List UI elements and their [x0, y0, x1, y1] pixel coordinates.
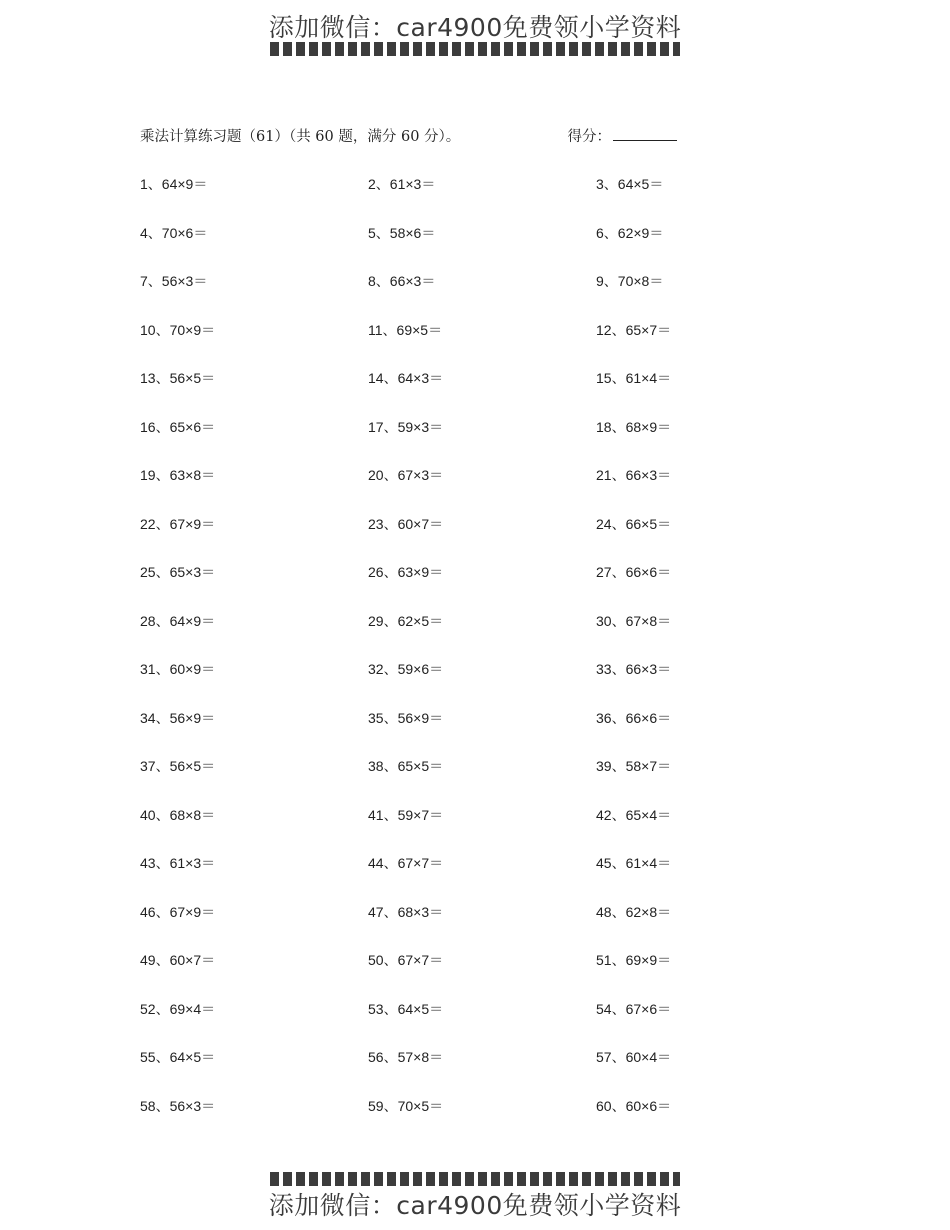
problem-item: 12、65×7＝	[596, 321, 672, 338]
problem-item: 26、63×9＝	[368, 564, 444, 580]
problem-item: 18、68×9＝	[596, 418, 672, 435]
problem-item: 35、56×9＝	[368, 709, 444, 726]
problem-item: 29、62×5＝	[368, 612, 444, 629]
problem-item: 21、66×3＝	[596, 467, 672, 483]
problem-item: 24、66×5＝	[596, 515, 672, 532]
problem-item: 37、56×5＝	[140, 758, 216, 774]
problem-item: 20、67×3＝	[368, 467, 444, 483]
problem-item: 11、69×5＝	[368, 321, 443, 338]
problem-item: 43、61×3＝	[140, 855, 216, 871]
problem-item: 25、65×3＝	[140, 564, 216, 580]
problem-item: 15、61×4＝	[596, 370, 672, 386]
problem-item: 34、56×9＝	[140, 709, 216, 726]
score-label: 得分：	[567, 129, 611, 145]
problem-item: 5、58×6＝	[368, 224, 436, 241]
problem-item: 27、66×6＝	[596, 564, 672, 580]
score-blank	[613, 126, 677, 141]
watermark-bottom: 添加微信：car4900免费领小学资料	[268, 1191, 682, 1220]
problem-item: 51、69×9＝	[596, 952, 672, 968]
problem-item: 46、67×9＝	[140, 903, 216, 920]
problem-item: 54、67×6＝	[596, 1000, 672, 1017]
watermark-top: 添加微信：car4900免费领小学资料	[268, 13, 682, 42]
problem-item: 22、67×9＝	[140, 515, 216, 532]
problem-item: 3、64×5＝	[596, 176, 664, 192]
problem-item: 45、61×4＝	[596, 855, 672, 871]
problem-item: 16、65×6＝	[140, 418, 216, 435]
problem-item: 4、70×6＝	[140, 224, 208, 241]
problem-item: 53、64×5＝	[368, 1000, 444, 1017]
worksheet-header	[140, 125, 677, 149]
problem-item: 60、60×6＝	[596, 1097, 672, 1114]
problem-item: 52、69×4＝	[140, 1000, 216, 1017]
problem-item: 49、60×7＝	[140, 952, 216, 968]
problem-item: 1、64×9＝	[140, 176, 208, 192]
problem-item: 44、67×7＝	[368, 855, 444, 871]
problem-grid	[140, 174, 716, 1144]
problem-item: 31、60×9＝	[140, 661, 216, 677]
problem-item: 36、66×6＝	[596, 709, 672, 726]
problem-item: 14、64×3＝	[368, 370, 444, 386]
problem-item: 58、56×3＝	[140, 1097, 216, 1114]
problem-item: 10、70×9＝	[140, 321, 216, 338]
problem-item: 2、61×3＝	[368, 176, 436, 192]
problem-item: 59、70×5＝	[368, 1097, 444, 1114]
problem-item: 40、68×8＝	[140, 806, 216, 823]
problem-item: 6、62×9＝	[596, 224, 664, 241]
problem-item: 7、56×3＝	[140, 273, 208, 289]
problem-item: 41、59×7＝	[368, 806, 444, 823]
problem-item: 55、64×5＝	[140, 1049, 216, 1065]
problem-item: 42、65×4＝	[596, 806, 672, 823]
score-field	[568, 125, 678, 146]
problem-item: 33、66×3＝	[596, 661, 672, 677]
problem-item: 38、65×5＝	[368, 758, 444, 774]
problem-item: 17、59×3＝	[368, 418, 444, 435]
problem-item: 56、57×8＝	[368, 1049, 444, 1065]
problem-item: 48、62×8＝	[596, 903, 672, 920]
problem-item: 47、68×3＝	[368, 903, 444, 920]
problem-item: 19、63×8＝	[140, 467, 216, 483]
problem-item: 28、64×9＝	[140, 612, 216, 629]
problem-item: 30、67×8＝	[596, 612, 672, 629]
problem-item: 23、60×7＝	[368, 515, 444, 532]
worksheet-title: 乘法计算练习题（61）（共 60 题，满分 60 分）。	[140, 129, 461, 145]
problem-item: 39、58×7＝	[596, 758, 672, 774]
problem-item: 32、59×6＝	[368, 661, 444, 677]
problem-item: 8、66×3＝	[368, 273, 436, 289]
problem-item: 57、60×4＝	[596, 1049, 672, 1065]
problem-item: 50、67×7＝	[368, 952, 444, 968]
cropped-text-fragment	[270, 42, 680, 56]
problem-item: 13、56×5＝	[140, 370, 216, 386]
cropped-text-fragment	[270, 1172, 680, 1186]
problem-item: 9、70×8＝	[596, 273, 664, 289]
